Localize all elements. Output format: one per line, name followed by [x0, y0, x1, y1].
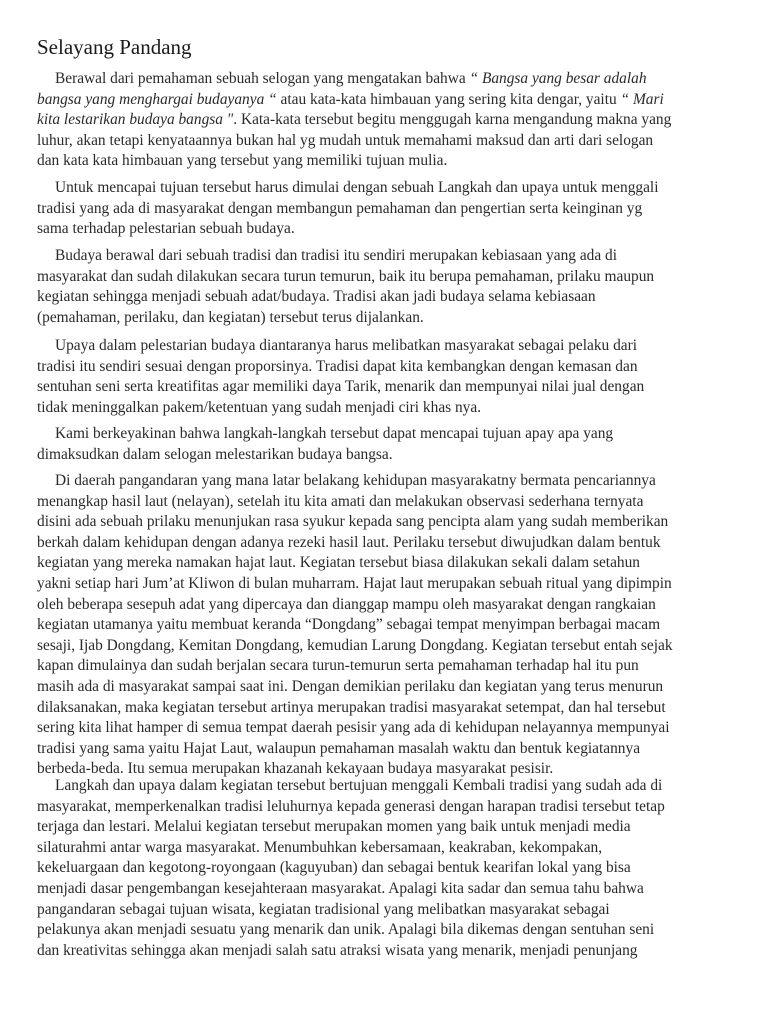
paragraph-line: kekeluargaan dan kegotong-royongaan (kaguyuban) dan sebagai bentuk kearifan lokal yang bisa — [37, 859, 631, 877]
quoted-phrase: bangsa yang menghargai budayanya “ — [37, 90, 277, 108]
paragraph-line — [37, 90, 737, 111]
paragraph-line: Kami berkeyakinan bahwa langkah-langkah tersebut dapat mencapai tujuan apay apa yang — [55, 425, 614, 442]
paragraph-line: silaturahmi antar warga masyarakat. Menumbuhkan kebersamaan, keakraban, kekompakan, — [37, 838, 603, 856]
paragraph-line — [37, 69, 737, 90]
paragraph-3 — [37, 246, 737, 328]
paragraph-line: terjaga dan lestari. Melalui kegiatan tersebut merupakan momen yang baik untuk menjadi media — [37, 818, 631, 836]
paragraph-line: Langkah dan upaya dalam kegiatan tersebut bertujuan menggali Kembali tradisi yang sudah ada di — [55, 777, 663, 794]
paragraph-line: sesaji, Ijab Dongdang, Kemitan Dongdang, kemudian Larung Dongdang. Kegiatan tersebut entah sejak — [37, 636, 673, 654]
paragraph-line: kapan dimulainya dan sudah berjalan secara turun-temurun serta pemahaman terhadap hal itu pun — [37, 657, 639, 675]
paragraph-line: kegiatan yang mereka namakan hajat laut. Kegiatan tersebut biasa dilakukan sekali dalam setahun — [37, 554, 640, 572]
paragraph-7 — [37, 776, 737, 961]
paragraph-line: pangandaran sebagai tujuan wisata, kegiatan tradisional yang melibatkan masyarakat sebagai — [37, 900, 610, 918]
paragraph-line: sering kita lihat hamper di semua tempat daerah pesisir yang ada di kehidupan nelayannya mempunyai — [37, 719, 670, 737]
paragraph-5 — [37, 424, 737, 465]
text-segment: Berawal dari pemahaman sebuah selogan yang mengatakan bahwa — [55, 70, 470, 87]
paragraph-line: Untuk mencapai tujuan tersebut harus dimulai dengan sebuah Langkah dan upaya untuk menggali — [55, 179, 659, 196]
paragraph-line: disini ada sebuah prilaku menunjukan rasa syukur kepada sang pencipta alam yang sudah memberikan — [37, 513, 669, 531]
paragraph-line: berkah dalam kehidupan dengan adanya rezeki hasil laut. Perilaku tersebut diwujudkan dalam bentuk — [37, 533, 661, 551]
paragraph-line: yakni setiap hari Jum’at Kliwon di bulan muharram. Hajat laut merupakan sebuah ritual yang dipimpin — [37, 574, 672, 592]
paragraph-line: menjadi dasar pengembangan kesejahteraan masyarakat. Apalagi kita sadar dan semua tahu bahwa — [37, 879, 644, 897]
paragraph-line: sama terhadap pelestarian sebuah budaya. — [37, 220, 295, 238]
paragraph-line: oleh beberapa sesepuh adat yang dipercaya dan dianggap mampu oleh masyarakat dengan rangkaian — [37, 595, 656, 613]
paragraph-line: (pemahaman, perilaku, dan kegiatan) tersebut terus dijalankan. — [37, 308, 424, 326]
paragraph-line: kegiatan utamanya yaitu membuat keranda “Dongdang” sebagai tempat menyimpan berbagai macam — [37, 616, 661, 634]
paragraph-line: tradisi yang sama yaitu Hajat Laut, walaupun pemahaman masalah waktu dan bentuk kegiatannya — [37, 739, 641, 757]
paragraph-2 — [37, 178, 737, 240]
page-title: Selayang Pandang — [37, 35, 192, 59]
paragraph-line: pelakunya akan menjadi sesuatu yang menarik dan unik. Apalagi bila dikemas dengan sentuhan seni — [37, 921, 655, 939]
paragraph-4 — [37, 336, 737, 418]
paragraph-line: berbeda-beda. Itu semua merupakan khazanah kekayaan budaya masyarakat pesisir. — [37, 760, 554, 778]
paragraph-line: dimaksudkan dalam selogan melestarikan budaya bangsa. — [37, 445, 393, 463]
paragraph-1 — [37, 69, 737, 172]
paragraph-line: Upaya dalam pelestarian budaya diantaranya harus melibatkan masyarakat sebagai pelaku dari — [55, 337, 638, 354]
paragraph-6 — [37, 471, 737, 780]
quoted-phrase: kita lestarikan budaya bangsa " — [37, 111, 234, 129]
quoted-phrase: “ Bangsa yang besar adalah — [469, 70, 647, 87]
paragraph-line: tradisi yang ada di masyarakat dengan membangun pemahaman dan pengertian serta keinginan yg — [37, 199, 643, 217]
text-segment: . Kata-kata tersebut begitu menggugah karna mengandung makna yang — [233, 111, 672, 129]
text-segment: atau kata-kata himbauan yang sering kita dengar, yaitu — [276, 90, 621, 108]
paragraph-line: masyarakat, memperkenalkan tradisi leluhurnya kepada generasi dengan harapan tradisi tersebut tetap — [37, 797, 665, 815]
paragraph-line: Di daerah pangandaran yang mana latar belakang kehidupan masyarakatny bermata pencariannya — [55, 472, 656, 489]
quoted-phrase: “ Mari — [620, 90, 664, 108]
paragraph-line: sentuhan seni serta kreatifitas agar memiliki daya Tarik, menarik dan mempunyai nilai jual dengan — [37, 378, 645, 396]
paragraph-line: luhur, akan tetapi kenyataannya bukan hal yg mudah untuk memahami maksud dan arti dari selogan — [37, 131, 654, 149]
paragraph-line — [37, 110, 737, 131]
paragraph-line: masyarakat dan sudah dilakukan secara turun temurun, baik itu berupa pemahaman, prilaku maupun — [37, 267, 655, 285]
paragraph-line: Budaya berawal dari sebuah tradisi dan tradisi itu sendiri merupakan kebiasaan yang ada di — [55, 247, 617, 264]
paragraph-line: kegiatan sehingga menjadi sebuah adat/budaya. Tradisi akan jadi budaya selama kebiasaan — [37, 288, 596, 306]
paragraph-line: masih ada di masyarakat sampai saat ini. Dengan demikian perilaku dan kegiatan yang terus menurun — [37, 677, 664, 695]
paragraph-line: tradisi itu sendiri sesuai dengan proporsinya. Tradisi dapat kita kembangkan dengan kemasan dan — [37, 357, 638, 375]
paragraph-line: dan kreativitas sehingga akan menjadi salah satu atraksi wisata yang menarik, menjadi penunjang — [37, 941, 638, 959]
paragraph-line: dan kata kata himbauan yang tersebut yang memiliki tujuan mulia. — [37, 152, 448, 170]
paragraph-line: menangkap hasil laut (nelayan), setelah itu kita amati dan melakukan observasi sederhana ternyata — [37, 492, 644, 510]
paragraph-line: dilaksanakan, maka kegiatan tersebut artinya merupakan tradisi masyarakat setempat, dan hal tersebut — [37, 698, 666, 716]
paragraph-line: tidak meninggalkan pakem/ketentuan yang sudah menjadi ciri khas nya. — [37, 398, 482, 416]
